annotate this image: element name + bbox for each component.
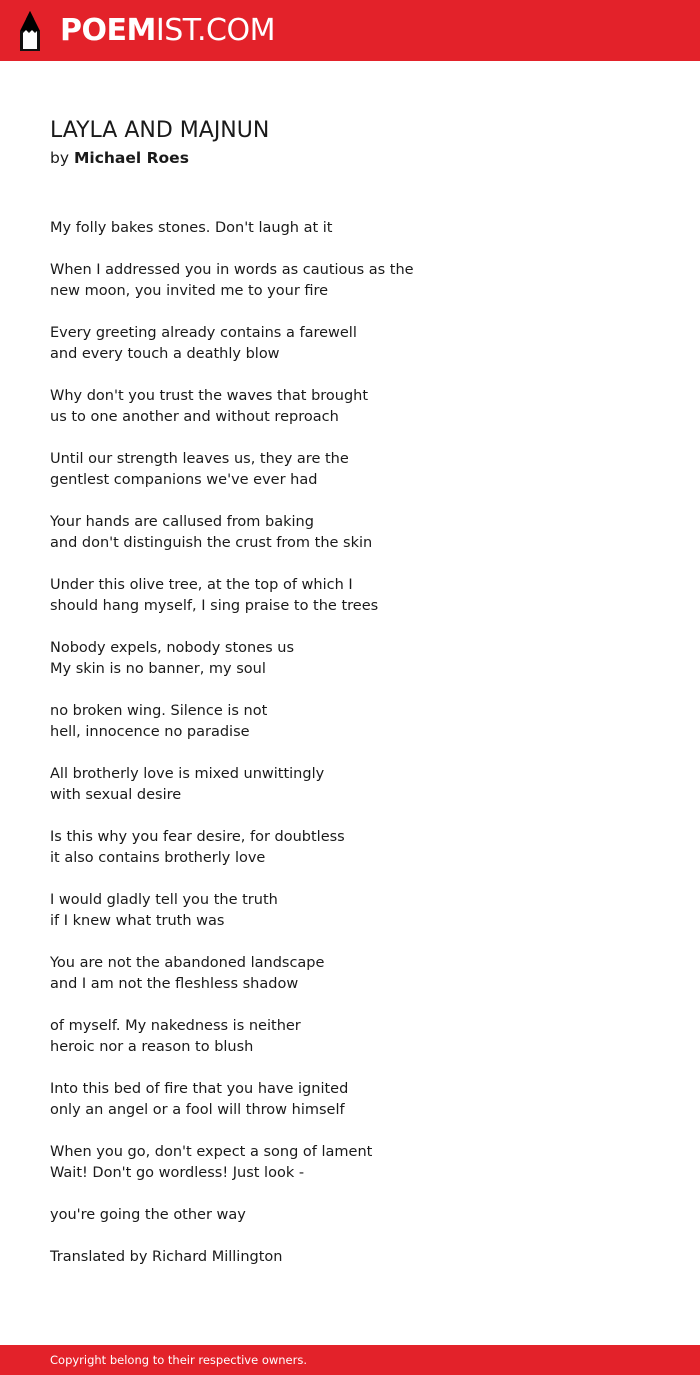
poem-line: gentlest companions we've ever had [50, 472, 318, 488]
stanza [50, 575, 650, 617]
poem-line: of myself. My nakedness is neither [50, 1018, 301, 1034]
poem-line: When you go, don't expect a song of lament [50, 1144, 373, 1160]
poem-line: Translated by Richard Millington [50, 1249, 283, 1265]
poem-line: Nobody expels, nobody stones us [50, 640, 295, 656]
by-label: by [50, 149, 70, 167]
stanza [50, 512, 650, 554]
stanza [50, 827, 650, 869]
stanza [50, 323, 650, 365]
poem-line: Until our strength leaves us, they are the [50, 451, 349, 467]
stanza [50, 386, 650, 428]
poem-line: When I addressed you in words as cautious as the [50, 262, 414, 278]
site-header [0, 0, 700, 61]
site-logo[interactable] [16, 8, 275, 54]
stanza [50, 218, 650, 239]
logo-light-text: IST.COM [155, 13, 275, 48]
poem-line: new moon, you invited me to your fire [50, 283, 329, 299]
stanza [50, 1205, 650, 1226]
poem-line: Wait! Don't go wordless! Just look - [50, 1165, 305, 1181]
stanza [50, 953, 650, 995]
poem-line: Into this bed of fire that you have ignited [50, 1081, 349, 1097]
poem-line: should hang myself, I sing praise to the trees [50, 598, 379, 614]
stanza [50, 890, 650, 932]
poem-line: and I am not the fleshless shadow [50, 976, 299, 992]
poem-line: Under this olive tree, at the top of which I [50, 577, 353, 593]
poem-line: and every touch a deathly blow [50, 346, 280, 362]
logo-bold-text: POEM [60, 13, 156, 48]
poem-line: Every greeting already contains a farewell [50, 325, 357, 341]
poem-line: heroic nor a reason to blush [50, 1039, 254, 1055]
stanza [50, 260, 650, 302]
copyright-text: Copyright belong to their respective owners. [50, 1353, 308, 1367]
stanza [50, 764, 650, 806]
stanza [50, 1142, 650, 1184]
stanza [50, 1079, 650, 1121]
poem-body [50, 218, 650, 1289]
poem-line: no broken wing. Silence is not [50, 703, 268, 719]
poem-line: All brotherly love is mixed unwittingly [50, 766, 325, 782]
poem-line: with sexual desire [50, 787, 182, 803]
poem-line: you're going the other way [50, 1207, 246, 1223]
poem-line: My skin is no banner, my soul [50, 661, 266, 677]
byline [50, 146, 650, 170]
poem-line: it also contains brotherly love [50, 850, 266, 866]
stanza [50, 638, 650, 680]
poem-line: us to one another and without reproach [50, 409, 339, 425]
stanza [50, 1247, 650, 1268]
poem-line: Is this why you fear desire, for doubtless [50, 829, 345, 845]
logo-wordmark [60, 13, 275, 48]
pencil-icon [16, 9, 44, 53]
poem-line: if I knew what truth was [50, 913, 225, 929]
stanza [50, 1016, 650, 1058]
poem-line: I would gladly tell you the truth [50, 892, 278, 908]
poem-line: and don't distinguish the crust from the skin [50, 535, 373, 551]
author-name[interactable]: Michael Roes [73, 149, 189, 167]
stanza [50, 701, 650, 743]
stanza [50, 449, 650, 491]
site-footer [0, 1345, 700, 1375]
poem-line: Your hands are callused from baking [50, 514, 314, 530]
page-title: LAYLA AND MAJNUN [50, 118, 270, 143]
poem-line: My folly bakes stones. Don't laugh at it [50, 220, 333, 236]
poem-header [50, 116, 650, 170]
poem-line: Why don't you trust the waves that brought [50, 388, 369, 404]
poem-line: only an angel or a fool will throw himself [50, 1102, 345, 1118]
poem-line: You are not the abandoned landscape [50, 955, 325, 971]
poem-line: hell, innocence no paradise [50, 724, 250, 740]
